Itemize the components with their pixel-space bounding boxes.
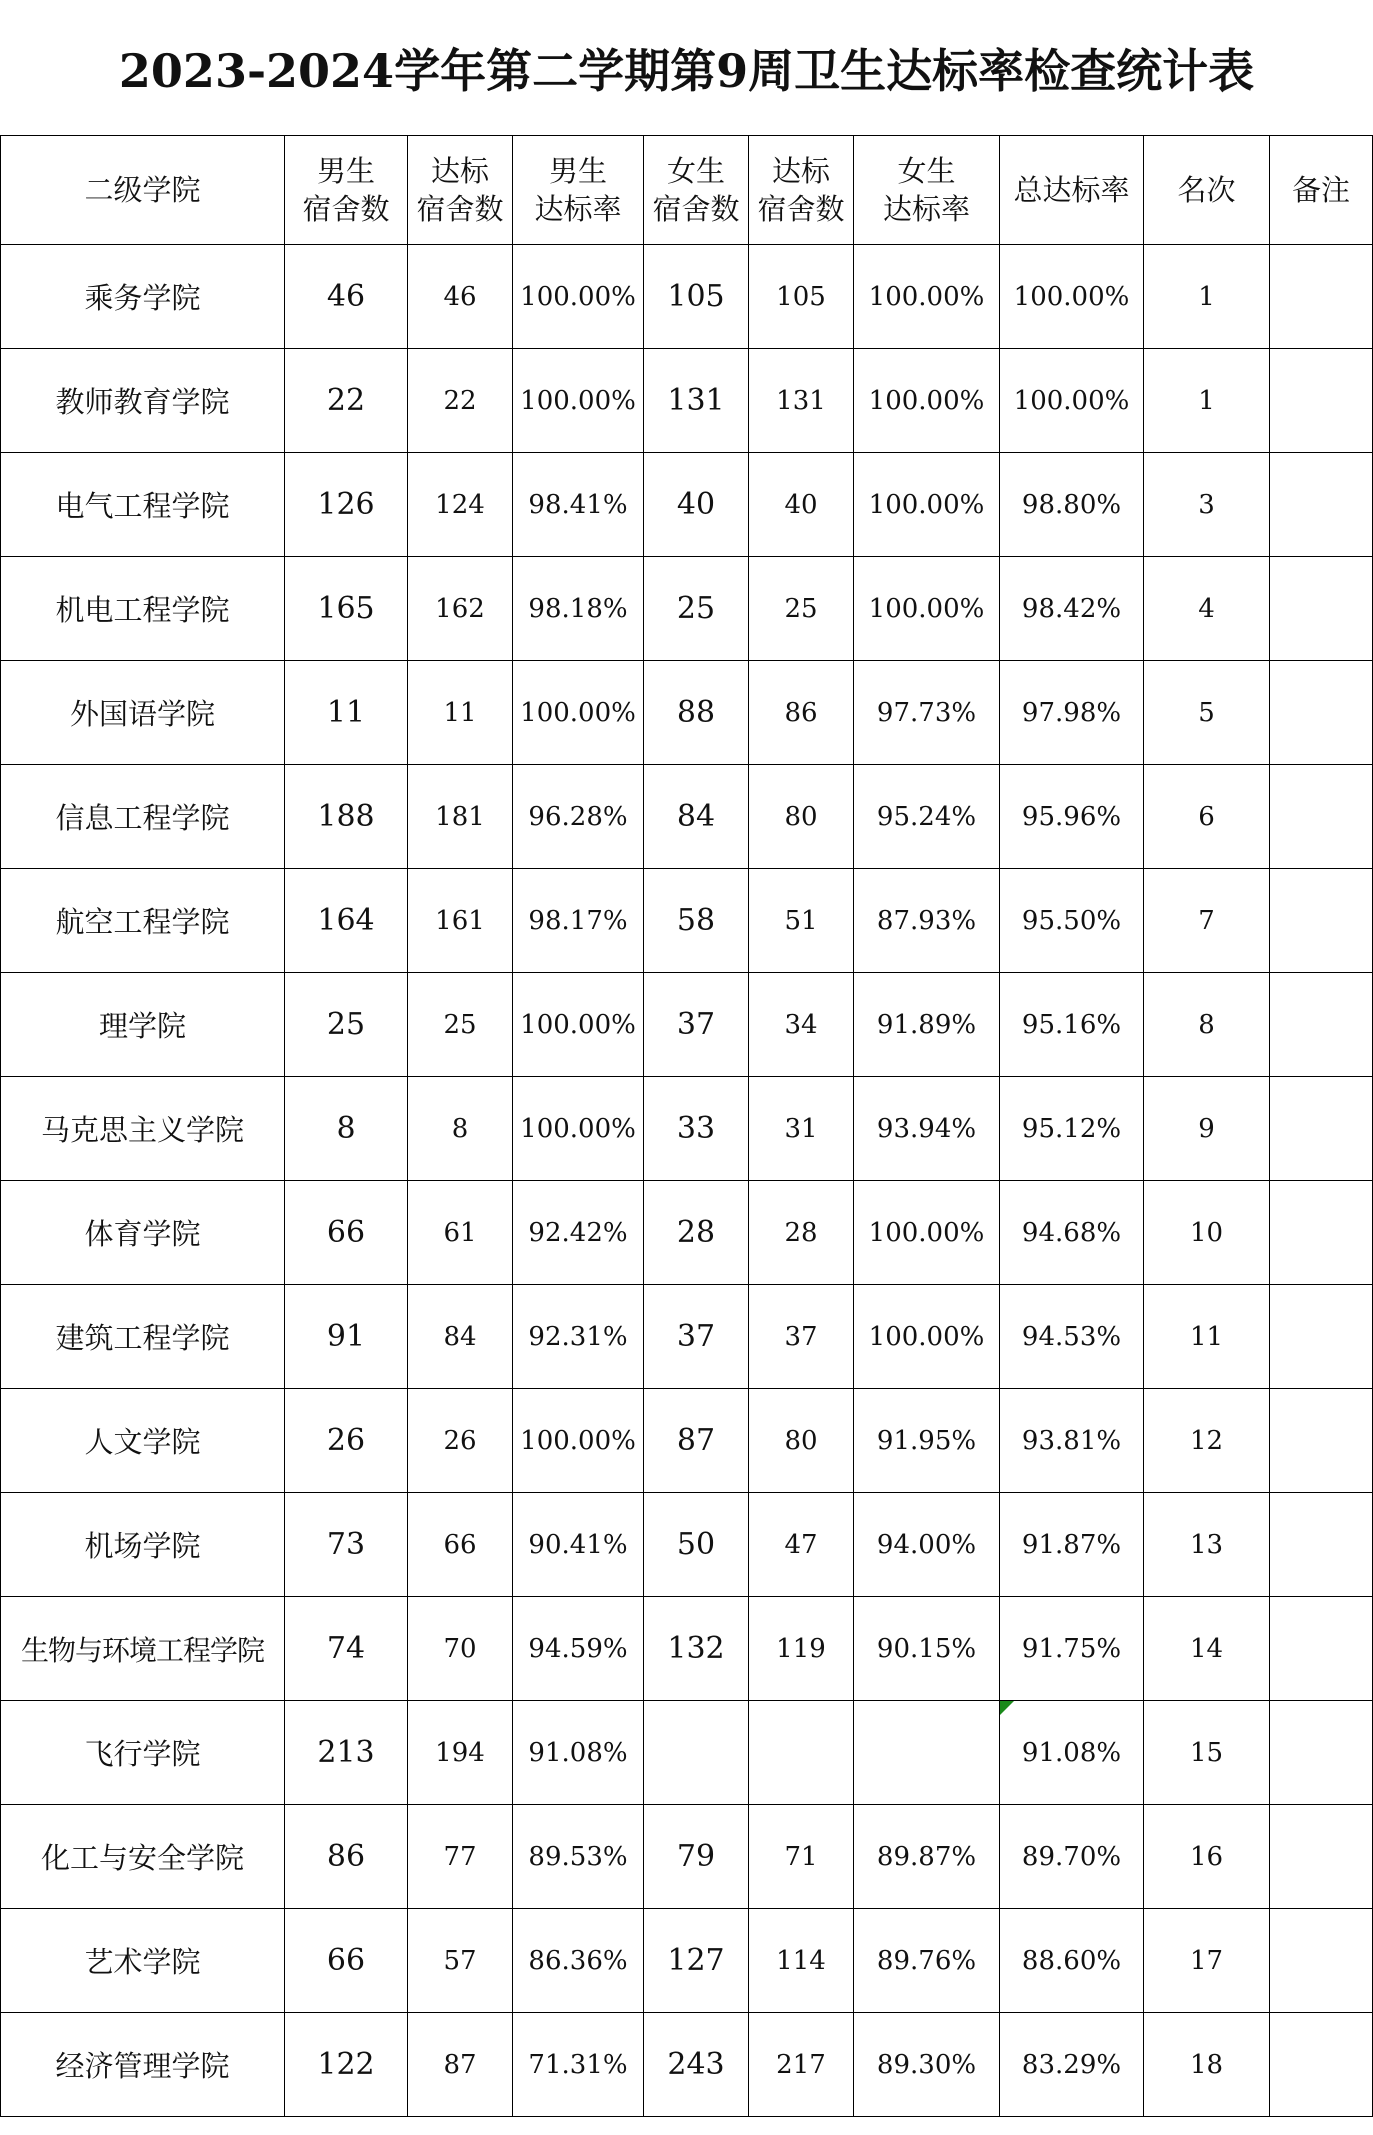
cell-female-rate[interactable]: 95.24% [854,765,1000,869]
cell-female-std-dorms[interactable]: 105 [749,245,854,349]
cell-female-dorms[interactable]: 58 [644,869,749,973]
cell-female-dorms[interactable]: 243 [644,2013,749,2117]
cell-female-rate[interactable]: 100.00% [854,1181,1000,1285]
table-row [1,1805,1373,1909]
cell-note[interactable] [1270,869,1373,973]
cell-female-dorms[interactable]: 50 [644,1493,749,1597]
cell-rank[interactable]: 14 [1144,1597,1270,1701]
cell-male-dorms[interactable]: 86 [285,1805,408,1909]
header-female-dorms[interactable]: 女生 宿舍数 [644,136,749,245]
cell-rank[interactable]: 12 [1144,1389,1270,1493]
cell-male-dorms[interactable]: 73 [285,1493,408,1597]
cell-total-rate[interactable]: 100.00% [1000,349,1144,453]
cell-college[interactable]: 电气工程学院 [1,453,285,557]
cell-college[interactable]: 飞行学院 [1,1701,285,1805]
cell-total-rate[interactable]: 98.42% [1000,557,1144,661]
cell-female-std-dorms[interactable]: 47 [749,1493,854,1597]
cell-note[interactable] [1270,2013,1373,2117]
cell-male-rate[interactable]: 100.00% [513,349,644,453]
cell-rank[interactable]: 17 [1144,1909,1270,2013]
table-row [1,245,1373,349]
table-row [1,1909,1373,2013]
cell-female-dorms[interactable] [644,1701,749,1805]
table-row [1,1389,1373,1493]
cell-total-rate[interactable]: 89.70% [1000,1805,1144,1909]
cell-female-dorms[interactable]: 127 [644,1909,749,2013]
cell-female-std-dorms[interactable]: 131 [749,349,854,453]
cell-female-rate[interactable]: 89.87% [854,1805,1000,1909]
cell-male-dorms[interactable]: 8 [285,1077,408,1181]
cell-total-rate[interactable]: 93.81% [1000,1389,1144,1493]
cell-female-rate[interactable]: 91.95% [854,1389,1000,1493]
cell-male-std-dorms[interactable]: 46 [408,245,513,349]
cell-female-std-dorms[interactable]: 34 [749,973,854,1077]
cell-note[interactable] [1270,661,1373,765]
cell-rank[interactable]: 1 [1144,349,1270,453]
cell-female-rate[interactable]: 100.00% [854,245,1000,349]
cell-female-dorms[interactable]: 87 [644,1389,749,1493]
table-row [1,661,1373,765]
cell-college[interactable]: 经济管理学院 [1,2013,285,2117]
cell-rank[interactable]: 1 [1144,245,1270,349]
cell-female-dorms[interactable]: 132 [644,1597,749,1701]
cell-male-std-dorms[interactable]: 11 [408,661,513,765]
cell-male-rate[interactable]: 90.41% [513,1493,644,1597]
table-row [1,1493,1373,1597]
header-male-dorms[interactable]: 男生 宿舍数 [285,136,408,245]
cell-male-std-dorms[interactable]: 26 [408,1389,513,1493]
cell-college[interactable]: 艺术学院 [1,1909,285,2013]
cell-male-dorms[interactable]: 126 [285,453,408,557]
table-row [1,1181,1373,1285]
cell-note[interactable] [1270,1909,1373,2013]
cell-female-std-dorms[interactable]: 119 [749,1597,854,1701]
cell-female-rate[interactable] [854,1701,1000,1805]
cell-note[interactable] [1270,1597,1373,1701]
cell-total-rate[interactable]: 95.12% [1000,1077,1144,1181]
cell-note[interactable] [1270,557,1373,661]
cell-female-rate[interactable]: 89.30% [854,2013,1000,2117]
cell-male-dorms[interactable]: 74 [285,1597,408,1701]
table-row [1,973,1373,1077]
cell-total-rate[interactable]: 98.80% [1000,453,1144,557]
cell-total-rate[interactable]: 100.00% [1000,245,1144,349]
table-row [1,869,1373,973]
cell-female-rate[interactable]: 97.73% [854,661,1000,765]
cell-male-std-dorms[interactable]: 25 [408,973,513,1077]
cell-note[interactable] [1270,1181,1373,1285]
cell-male-rate[interactable]: 100.00% [513,1077,644,1181]
cell-female-dorms[interactable]: 88 [644,661,749,765]
cell-female-dorms[interactable]: 33 [644,1077,749,1181]
cell-college[interactable]: 信息工程学院 [1,765,285,869]
cell-note[interactable] [1270,1389,1373,1493]
cell-male-std-dorms[interactable]: 87 [408,2013,513,2117]
cell-male-dorms[interactable]: 11 [285,661,408,765]
cell-male-dorms[interactable]: 122 [285,2013,408,2117]
cell-total-rate[interactable]: 91.87% [1000,1493,1144,1597]
cell-female-std-dorms[interactable]: 40 [749,453,854,557]
header-row [1,136,1373,245]
cell-rank[interactable]: 3 [1144,453,1270,557]
cell-female-rate[interactable]: 90.15% [854,1597,1000,1701]
cell-female-dorms[interactable]: 79 [644,1805,749,1909]
cell-total-rate[interactable]: 97.98% [1000,661,1144,765]
cell-female-std-dorms[interactable]: 71 [749,1805,854,1909]
cell-rank[interactable]: 11 [1144,1285,1270,1389]
header-rank[interactable]: 名次 [1144,136,1270,245]
cell-male-dorms[interactable]: 66 [285,1181,408,1285]
cell-male-std-dorms[interactable]: 22 [408,349,513,453]
cell-rank[interactable]: 7 [1144,869,1270,973]
header-note[interactable]: 备注 [1270,136,1373,245]
cell-total-rate[interactable]: 94.53% [1000,1285,1144,1389]
cell-male-std-dorms[interactable]: 8 [408,1077,513,1181]
cell-male-std-dorms[interactable]: 181 [408,765,513,869]
cell-total-rate[interactable]: 95.16% [1000,973,1144,1077]
comment-indicator-icon[interactable] [1000,1701,1014,1715]
table-body [1,245,1373,2117]
cell-rank[interactable]: 16 [1144,1805,1270,1909]
cell-note[interactable] [1270,973,1373,1077]
cell-college[interactable]: 马克思主义学院 [1,1077,285,1181]
cell-college[interactable]: 生物与环境工程学院 [1,1597,285,1701]
cell-male-dorms[interactable]: 165 [285,557,408,661]
cell-female-dorms[interactable]: 37 [644,973,749,1077]
cell-total-rate[interactable]: 95.96% [1000,765,1144,869]
cell-male-rate[interactable]: 91.08% [513,1701,644,1805]
cell-female-rate[interactable]: 100.00% [854,557,1000,661]
cell-female-dorms[interactable]: 84 [644,765,749,869]
cell-male-std-dorms[interactable]: 162 [408,557,513,661]
stats-table [0,135,1373,2117]
cell-male-dorms[interactable]: 91 [285,1285,408,1389]
table-row [1,349,1373,453]
cell-male-dorms[interactable]: 66 [285,1909,408,2013]
cell-female-rate[interactable]: 100.00% [854,349,1000,453]
cell-male-rate[interactable]: 86.36% [513,1909,644,2013]
cell-male-rate[interactable]: 96.28% [513,765,644,869]
cell-rank[interactable]: 9 [1144,1077,1270,1181]
cell-male-rate[interactable]: 89.53% [513,1805,644,1909]
cell-male-rate[interactable]: 71.31% [513,2013,644,2117]
cell-total-rate[interactable]: 91.08% [1000,1701,1144,1805]
cell-male-rate[interactable]: 98.18% [513,557,644,661]
cell-college[interactable]: 机场学院 [1,1493,285,1597]
cell-rank[interactable]: 10 [1144,1181,1270,1285]
cell-male-rate[interactable]: 98.41% [513,453,644,557]
cell-male-std-dorms[interactable]: 194 [408,1701,513,1805]
header-female-std-dorms[interactable]: 达标 宿舍数 [749,136,854,245]
cell-rank[interactable]: 13 [1144,1493,1270,1597]
cell-male-rate[interactable]: 100.00% [513,245,644,349]
cell-female-dorms[interactable]: 131 [644,349,749,453]
header-male-std-dorms[interactable]: 达标 宿舍数 [408,136,513,245]
cell-male-dorms[interactable]: 188 [285,765,408,869]
cell-female-dorms[interactable]: 40 [644,453,749,557]
cell-female-std-dorms[interactable]: 114 [749,1909,854,2013]
cell-male-dorms[interactable]: 25 [285,973,408,1077]
cell-female-std-dorms[interactable] [749,1701,854,1805]
cell-female-rate[interactable]: 100.00% [854,453,1000,557]
cell-male-rate[interactable]: 92.31% [513,1285,644,1389]
header-college[interactable]: 二级学院 [1,136,285,245]
cell-female-std-dorms[interactable]: 25 [749,557,854,661]
cell-female-std-dorms[interactable]: 217 [749,2013,854,2117]
cell-total-rate[interactable]: 95.50% [1000,869,1144,973]
cell-note[interactable] [1270,1701,1373,1805]
table-row [1,765,1373,869]
cell-female-std-dorms[interactable]: 28 [749,1181,854,1285]
cell-college[interactable]: 体育学院 [1,1181,285,1285]
table-row [1,2013,1373,2117]
cell-rank[interactable]: 6 [1144,765,1270,869]
cell-total-rate[interactable]: 94.68% [1000,1181,1144,1285]
cell-college[interactable]: 理学院 [1,973,285,1077]
cell-note[interactable] [1270,349,1373,453]
cell-college[interactable]: 机电工程学院 [1,557,285,661]
cell-male-dorms[interactable]: 26 [285,1389,408,1493]
cell-male-dorms[interactable]: 22 [285,349,408,453]
cell-college[interactable]: 建筑工程学院 [1,1285,285,1389]
cell-male-rate[interactable]: 100.00% [513,1389,644,1493]
cell-college[interactable]: 外国语学院 [1,661,285,765]
cell-note[interactable] [1270,245,1373,349]
table-row [1,1597,1373,1701]
cell-note[interactable] [1270,1805,1373,1909]
cell-female-rate[interactable]: 93.94% [854,1077,1000,1181]
cell-male-std-dorms[interactable]: 84 [408,1285,513,1389]
cell-college[interactable]: 乘务学院 [1,245,285,349]
cell-male-rate[interactable]: 98.17% [513,869,644,973]
cell-male-dorms[interactable]: 46 [285,245,408,349]
cell-male-std-dorms[interactable]: 66 [408,1493,513,1597]
cell-male-std-dorms[interactable]: 161 [408,869,513,973]
cell-male-rate[interactable]: 94.59% [513,1597,644,1701]
cell-male-dorms[interactable]: 164 [285,869,408,973]
cell-male-std-dorms[interactable]: 61 [408,1181,513,1285]
table-row [1,1701,1373,1805]
header-male-rate[interactable]: 男生 达标率 [513,136,644,245]
cell-note[interactable] [1270,1285,1373,1389]
cell-total-rate[interactable]: 91.75% [1000,1597,1144,1701]
cell-note[interactable] [1270,765,1373,869]
cell-rank[interactable]: 5 [1144,661,1270,765]
cell-note[interactable] [1270,1493,1373,1597]
cell-rank[interactable]: 4 [1144,557,1270,661]
cell-college[interactable]: 人文学院 [1,1389,285,1493]
cell-college[interactable]: 航空工程学院 [1,869,285,973]
cell-note[interactable] [1270,1077,1373,1181]
cell-female-std-dorms[interactable]: 80 [749,765,854,869]
cell-total-rate[interactable]: 83.29% [1000,2013,1144,2117]
table-row [1,557,1373,661]
cell-female-rate[interactable]: 89.76% [854,1909,1000,2013]
header-total-rate[interactable]: 总达标率 [1000,136,1144,245]
cell-male-rate[interactable]: 92.42% [513,1181,644,1285]
cell-note[interactable] [1270,453,1373,557]
cell-female-rate[interactable]: 87.93% [854,869,1000,973]
table-row [1,1077,1373,1181]
cell-college[interactable]: 化工与安全学院 [1,1805,285,1909]
cell-male-std-dorms[interactable]: 124 [408,453,513,557]
cell-male-rate[interactable]: 100.00% [513,973,644,1077]
cell-male-dorms[interactable]: 213 [285,1701,408,1805]
cell-female-dorms[interactable]: 28 [644,1181,749,1285]
cell-female-std-dorms[interactable]: 31 [749,1077,854,1181]
cell-female-std-dorms[interactable]: 37 [749,1285,854,1389]
cell-female-rate[interactable]: 94.00% [854,1493,1000,1597]
table-row [1,453,1373,557]
cell-college[interactable]: 教师教育学院 [1,349,285,453]
cell-female-std-dorms[interactable]: 51 [749,869,854,973]
cell-rank[interactable]: 15 [1144,1701,1270,1805]
cell-female-dorms[interactable]: 105 [644,245,749,349]
cell-male-std-dorms[interactable]: 57 [408,1909,513,2013]
cell-female-dorms[interactable]: 37 [644,1285,749,1389]
cell-rank[interactable]: 8 [1144,973,1270,1077]
cell-female-rate[interactable]: 91.89% [854,973,1000,1077]
cell-male-std-dorms[interactable]: 77 [408,1805,513,1909]
cell-male-std-dorms[interactable]: 70 [408,1597,513,1701]
sheet-title: 2023-2024学年第二学期第9周卫生达标率检查统计表 [118,44,1255,98]
table-row [1,1285,1373,1389]
cell-female-rate[interactable]: 100.00% [854,1285,1000,1389]
cell-female-dorms[interactable]: 25 [644,557,749,661]
header-female-rate[interactable]: 女生 达标率 [854,136,1000,245]
cell-female-std-dorms[interactable]: 86 [749,661,854,765]
cell-female-std-dorms[interactable]: 80 [749,1389,854,1493]
cell-total-rate[interactable]: 88.60% [1000,1909,1144,2013]
cell-male-rate[interactable]: 100.00% [513,661,644,765]
cell-rank[interactable]: 18 [1144,2013,1270,2117]
